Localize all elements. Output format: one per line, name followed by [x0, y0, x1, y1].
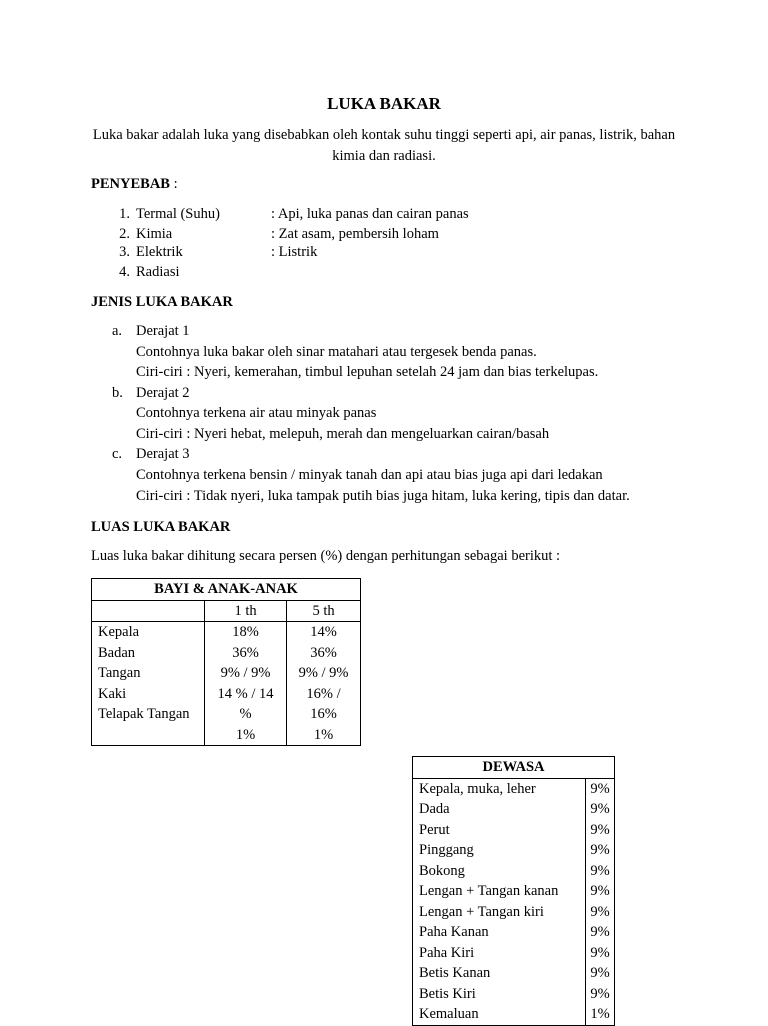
adult-parts-column — [413, 778, 586, 1025]
percent-value: 9% — [590, 965, 610, 981]
table-label: Kaki — [98, 685, 127, 702]
body-part: Dada — [419, 801, 450, 817]
table-col-5th — [287, 622, 361, 746]
table-cell: 1% — [313, 726, 334, 743]
body-part: Perut — [419, 821, 450, 838]
table-cell: 16% — [310, 706, 337, 722]
list-item-name: Kimia — [136, 226, 173, 242]
list-number: 3. — [119, 244, 130, 260]
body-part: Paha Kiri — [419, 944, 475, 961]
penyebab-colon: : — [169, 176, 178, 192]
percent-value: 9% — [590, 801, 610, 817]
table-col-1th — [205, 622, 287, 746]
adult-burn-table — [412, 756, 615, 1026]
table-label: Tangan — [98, 665, 141, 681]
degree-example-text: Contohnya luka bakar oleh sinar matahari atau tergesek benda panas. — [136, 344, 537, 360]
adult-values-column — [586, 778, 615, 1025]
body-part: Betis Kiri — [419, 985, 476, 1002]
table-title: BAYI & ANAK-ANAK — [92, 579, 361, 601]
body-part: Betis Kanan — [419, 965, 491, 981]
degree-traits-text: Ciri-ciri : Tidak nyeri, luka tampak putih bias juga hitam, luka kering, tipis dan datar. — [136, 488, 630, 504]
degree-example-text: Contohnya terkena air atau minyak panas — [136, 405, 377, 421]
intro-paragraph: Luka bakar adalah luka yang disebabkan oleh kontak suhu tinggi seperti api, air panas, listrik, bahan kimia dan radiasi. — [92, 127, 676, 164]
page-title: LUKA BAKAR — [327, 94, 441, 113]
penyebab-heading-text: PENYEBAB — [91, 176, 170, 192]
table-cell: 36% — [310, 644, 337, 661]
table-cell: 9% / 9% — [220, 665, 271, 681]
list-item-name: Radiasi — [136, 264, 180, 280]
body-part: Lengan + Tangan kiri — [419, 903, 544, 920]
percent-value: 9% — [590, 862, 610, 879]
table-title: DEWASA — [413, 757, 615, 779]
table-cell: 14% — [310, 624, 337, 640]
list-number: 1. — [119, 206, 130, 222]
section-heading-luas: LUAS LUKA BAKAR — [91, 519, 231, 535]
table-cell: 36% — [232, 644, 259, 661]
table-cell: 14 % / 14 — [217, 685, 274, 702]
percent-value: 9% — [590, 821, 610, 838]
percent-value: 9% — [590, 842, 610, 858]
list-item-desc: : Zat asam, pembersih loham — [271, 226, 439, 242]
luas-description: Luas luka bakar dihitung secara persen (%) dengan perhitungan sebagai berikut : — [91, 548, 561, 564]
section-heading-jenis: JENIS LUKA BAKAR — [91, 294, 233, 310]
degree-name: Derajat 3 — [136, 446, 190, 462]
table-cell: 16% / — [306, 685, 341, 702]
list-item-desc: : Listrik — [271, 244, 318, 260]
degree-traits-text: Ciri-ciri : Nyeri, kemerahan, timbul lepuhan setelah 24 jam dan bias terkelupas. — [136, 364, 599, 380]
percent-value: 1% — [590, 1006, 610, 1022]
table-label: Badan — [98, 644, 136, 661]
list-item-desc: : Api, luka panas dan cairan panas — [271, 206, 469, 222]
percent-value: 9% — [590, 985, 610, 1002]
table-label: Telapak Tangan — [98, 706, 190, 722]
body-part: Paha Kanan — [419, 924, 489, 940]
degree-name: Derajat 1 — [136, 323, 190, 339]
table-cell: % — [239, 706, 252, 722]
table-cell: 18% — [232, 624, 259, 640]
body-part: Kemaluan — [419, 1006, 479, 1022]
list-letter: b. — [112, 385, 123, 401]
list-number: 4. — [119, 264, 130, 280]
table-header-5th: 5 th — [287, 600, 361, 622]
body-part: Lengan + Tangan kanan — [419, 883, 559, 899]
body-part: Pinggang — [419, 842, 474, 858]
body-part: Bokong — [419, 862, 465, 879]
list-item-name: Termal (Suhu) — [136, 206, 220, 222]
percent-value: 9% — [590, 780, 610, 797]
section-heading-penyebab — [91, 174, 178, 195]
percent-value: 9% — [590, 944, 610, 961]
percent-value: 9% — [590, 924, 610, 940]
table-label: Kepala — [98, 624, 140, 640]
list-item-name: Elektrik — [136, 244, 183, 260]
table-header-empty — [92, 600, 205, 622]
table-header-1th: 1 th — [205, 600, 287, 622]
list-number: 2. — [119, 226, 130, 242]
degree-name: Derajat 2 — [136, 385, 190, 401]
body-part: Kepala, muka, leher — [419, 780, 536, 797]
percent-value: 9% — [590, 903, 610, 920]
degree-traits-text: Ciri-ciri : Nyeri hebat, melepuh, merah dan mengeluarkan cairan/basah — [136, 426, 550, 442]
table-label-column — [92, 622, 205, 746]
list-letter: a. — [112, 323, 123, 339]
list-letter: c. — [112, 446, 123, 462]
table-cell: 9% / 9% — [298, 665, 349, 681]
degree-example-text: Contohnya terkena bensin / minyak tanah dan api atau bias juga api dari ledakan — [136, 467, 603, 483]
percent-value: 9% — [590, 883, 610, 899]
child-burn-table — [91, 578, 361, 746]
table-cell: 1% — [235, 726, 256, 743]
table-label-empty — [98, 725, 198, 746]
